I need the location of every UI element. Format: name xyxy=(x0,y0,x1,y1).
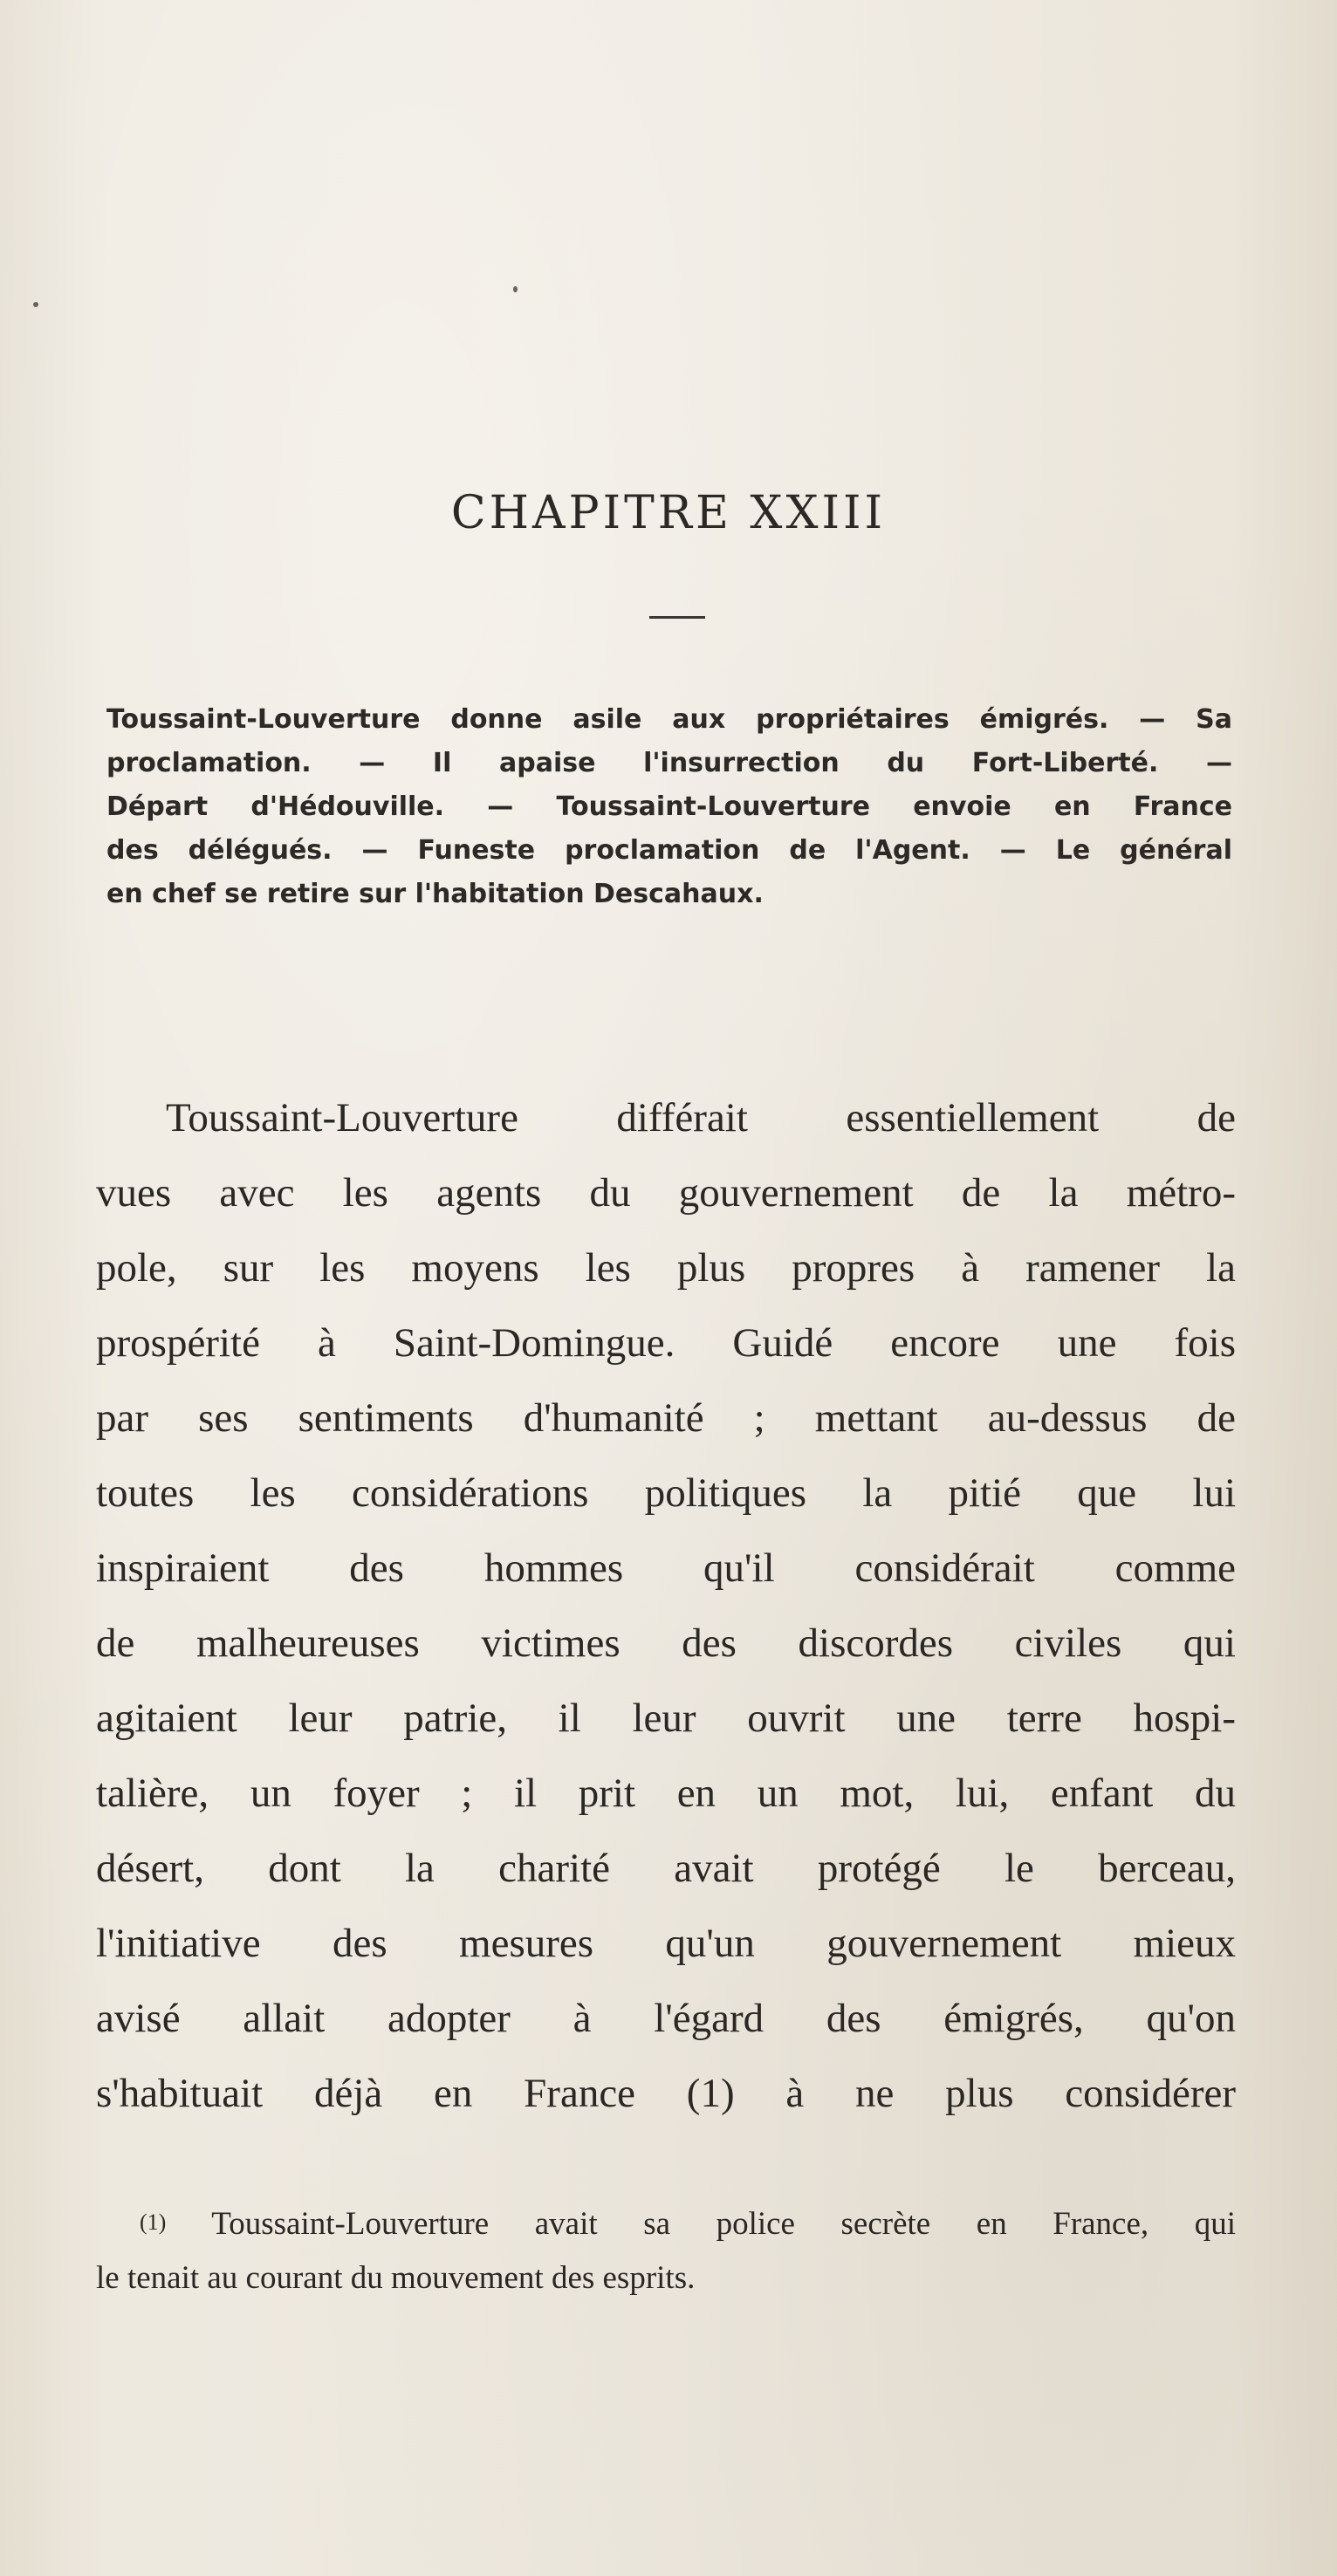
summary-line: en chef se retire sur l'habitation Descahaux. xyxy=(106,879,764,909)
footnote-line xyxy=(96,2197,1236,2251)
summary-line: des délégués. — Funeste proclamation de l'Agent. — Le général xyxy=(106,835,1232,866)
footnote xyxy=(96,2197,1236,2305)
body-line: de malheureuses victimes des discordes civiles qui xyxy=(96,1620,1236,1666)
body-line: par ses sentiments d'humanité ; mettant au-dessus de xyxy=(96,1395,1236,1441)
body-line: talière, un foyer ; il prit en un mot, lui, enfant du xyxy=(96,1771,1236,1816)
footnote-text: Toussaint-Louverture avait sa police secrète en France, qui xyxy=(211,2206,1236,2242)
body-line: prospérité à Saint-Domingue. Guidé encore une fois xyxy=(96,1320,1236,1366)
body-line: toutes les considérations politiques la pitié que lui xyxy=(96,1470,1236,1516)
body-line: Toussaint-Louverture différait essentiellement de xyxy=(166,1095,1236,1141)
summary-line: Toussaint-Louverture donne asile aux propriétaires émigrés. — Sa xyxy=(106,704,1232,735)
body-line: vues avec les agents du gouvernement de la métro- xyxy=(96,1170,1236,1216)
ink-speck xyxy=(513,286,518,292)
body-line: inspiraient des hommes qu'il considérait comme xyxy=(96,1545,1236,1591)
ink-speck xyxy=(33,302,38,307)
body-line: avisé allait adopter à l'égard des émigrés, qu'on xyxy=(96,1996,1236,2041)
body-line: désert, dont la charité avait protégé le berceau, xyxy=(96,1846,1236,1891)
title-rule xyxy=(649,616,705,619)
summary-line: Départ d'Hédouville. — Toussaint-Louverture envoie en France xyxy=(106,791,1232,822)
body-line: agitaient leur patrie, il leur ouvrit une terre hospi- xyxy=(96,1696,1236,1741)
body-line: s'habituait déjà en France (1) à ne plus considérer xyxy=(96,2071,1236,2116)
body-line: pole, sur les moyens les plus propres à ramener la xyxy=(96,1245,1236,1291)
footnote-line: le tenait au courant du mouvement des esprits. xyxy=(96,2260,696,2296)
chapter-summary xyxy=(106,698,1232,916)
footnote-marker: (1) xyxy=(140,2209,167,2235)
body-line: l'initiative des mesures qu'un gouvernement mieux xyxy=(96,1921,1236,1966)
body-paragraph xyxy=(96,1080,1236,2131)
chapter-title: CHAPITRE XXIII xyxy=(450,487,887,539)
summary-line: proclamation. — Il apaise l'insurrection du Fort-Liberté. — xyxy=(106,748,1232,778)
